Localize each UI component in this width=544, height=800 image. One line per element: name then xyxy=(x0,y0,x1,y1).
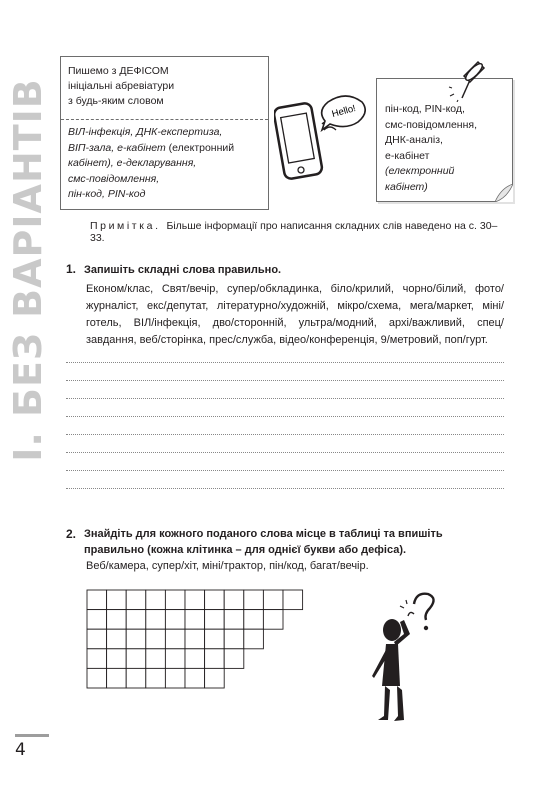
grid-cell[interactable] xyxy=(107,629,127,649)
note-card-text: пін-код, PIN-код, смс-повідомлення, ДНК-аналіз, е-кабінет (електронний кабінет) xyxy=(385,103,478,193)
grid-cell[interactable] xyxy=(224,649,244,669)
grid-cell[interactable] xyxy=(224,629,244,649)
task2-word-list: Веб/камера, супер/хіт, міні/трактор, пін/код, багат/вечір. xyxy=(86,560,369,572)
grid-cell[interactable] xyxy=(244,610,264,630)
grid-cell[interactable] xyxy=(87,590,107,610)
rule-box xyxy=(60,56,269,210)
task1-word-list: Економ/клас, Свят/вечір, супер/обкладинка, біло/крилий, чорно/білий, фото/журналіст, екс/депутат, літературно/художній, мікро/схема, мега/маркет, міні/готель, ВІЛ/інфекція, дво/сторонній, ультра/модний, архі/важливий, спец/завдання, веб/сторінка, прес/служба, відео/конференція, 9/метровий, поп/гурт. xyxy=(86,283,504,346)
task1-heading: 1. Запишіть складні слова правильно. xyxy=(66,262,282,276)
grid-cell[interactable] xyxy=(87,649,107,669)
grid-cell[interactable] xyxy=(205,668,225,688)
section-side-title: І. БЕЗ ВАРІАНТІВ xyxy=(6,78,50,462)
grid-cell[interactable] xyxy=(205,649,225,669)
grid-cell[interactable] xyxy=(283,590,303,610)
grid-cell[interactable] xyxy=(185,649,205,669)
grid-cell[interactable] xyxy=(126,668,146,688)
grid-cell[interactable] xyxy=(224,610,244,630)
grid-cell[interactable] xyxy=(107,610,127,630)
grid-cell[interactable] xyxy=(165,668,185,688)
grid-cell[interactable] xyxy=(205,590,225,610)
grid-cell[interactable] xyxy=(224,590,244,610)
grid-cell[interactable] xyxy=(185,590,205,610)
page-number: 4 xyxy=(15,740,26,760)
note-card xyxy=(376,78,513,202)
smartphone-illustration xyxy=(274,90,366,202)
grid-cell[interactable] xyxy=(107,649,127,669)
answer-line[interactable] xyxy=(66,398,504,399)
grid-cell[interactable] xyxy=(107,590,127,610)
answer-line[interactable] xyxy=(66,380,504,381)
grid-cell[interactable] xyxy=(87,629,107,649)
grid-cell[interactable] xyxy=(146,610,166,630)
grid-cell[interactable] xyxy=(165,610,185,630)
grid-cell[interactable] xyxy=(146,649,166,669)
grid-cell[interactable] xyxy=(185,610,205,630)
grid-cell[interactable] xyxy=(185,668,205,688)
task2-heading: 2. Знайдіть для кожного поданого слова місце в таблиці та впишіть правильно (кожна клітинка – для однієї букви або дефіса). xyxy=(66,527,443,556)
answer-line[interactable] xyxy=(66,488,504,489)
grid-cell[interactable] xyxy=(263,610,283,630)
grid-cell[interactable] xyxy=(146,668,166,688)
grid-cell[interactable] xyxy=(146,629,166,649)
rule-examples: ВІЛ-інфекція, ДНК-експертиза, ВІП-зала, е-кабінет (електронний кабінет), е-декларування, смс-повідомлення, пін-код, PIN-код xyxy=(68,126,235,200)
remark-note: Примітка. Більше інформації про написання складних слів наведено на с. 30–33. xyxy=(90,220,498,244)
answer-line[interactable] xyxy=(66,362,504,363)
answer-line[interactable] xyxy=(66,416,504,417)
grid-cell[interactable] xyxy=(165,649,185,669)
answer-line[interactable] xyxy=(66,452,504,453)
answer-line[interactable] xyxy=(66,470,504,471)
page-number-marker xyxy=(15,734,49,737)
grid-cell[interactable] xyxy=(87,668,107,688)
grid-cell[interactable] xyxy=(126,649,146,669)
grid-cell[interactable] xyxy=(244,629,264,649)
grid-cell[interactable] xyxy=(165,590,185,610)
thinking-person-illustration xyxy=(352,590,442,728)
grid-cell[interactable] xyxy=(205,610,225,630)
rule-heading: Пишемо з ДЕФІСОМ ініціальні абревіатури з будь-яким словом xyxy=(68,65,175,107)
pushpin-icon xyxy=(448,54,486,102)
grid-cell[interactable] xyxy=(126,629,146,649)
answer-line[interactable] xyxy=(66,434,504,435)
letter-grid[interactable] xyxy=(86,589,306,689)
grid-cell[interactable] xyxy=(146,590,166,610)
grid-cell[interactable] xyxy=(185,629,205,649)
grid-cell[interactable] xyxy=(107,668,127,688)
hello-bubble-text: Hello! xyxy=(330,103,358,120)
grid-cell[interactable] xyxy=(126,610,146,630)
page-curl-icon xyxy=(495,184,513,202)
grid-cell[interactable] xyxy=(205,629,225,649)
grid-cell[interactable] xyxy=(126,590,146,610)
grid-cell[interactable] xyxy=(263,590,283,610)
grid-cell[interactable] xyxy=(165,629,185,649)
rule-divider xyxy=(61,119,268,120)
grid-cell[interactable] xyxy=(87,610,107,630)
grid-cell[interactable] xyxy=(244,590,264,610)
